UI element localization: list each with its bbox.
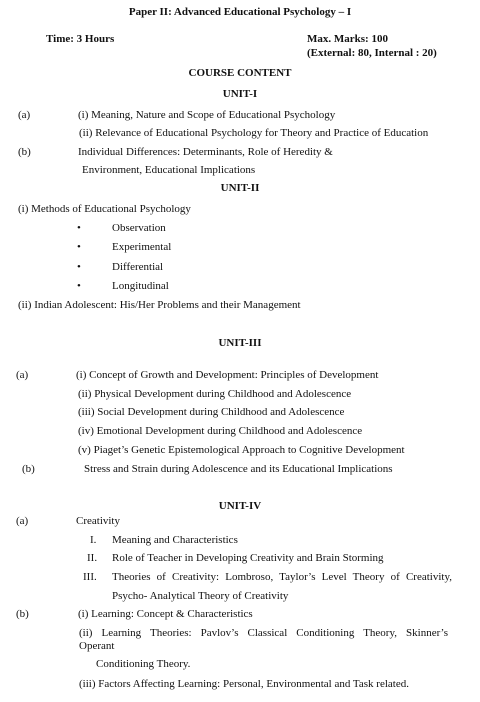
unit-3-title: UNIT-III (218, 337, 262, 349)
creativity-item: Meaning and Characteristics (112, 534, 238, 546)
max-marks: Max. Marks: 100 (307, 33, 388, 45)
unit-4-b-iii: (iii) Factors Affecting Learning: Personal, Environmental and Task related. (79, 678, 409, 690)
bullet: • (77, 241, 81, 253)
unit-3-item: (ii) Physical Development during Childhood and Adolescence (78, 388, 352, 400)
unit-1-b-line1: Individual Differences: Determinants, Role of Heredity & (78, 146, 333, 158)
unit-4-title: UNIT-IV (218, 500, 262, 512)
unit-2-i: (i) Methods of Educational Psychology (18, 203, 191, 215)
unit-4-b-label: (b) (16, 608, 29, 620)
bullet: • (77, 222, 81, 234)
roman-numeral: I. (90, 534, 97, 546)
unit-1-a-ii: (ii) Relevance of Educational Psychology for Theory and Practice of Education (79, 127, 429, 139)
exam-time: Time: 3 Hours (46, 33, 115, 45)
unit-3-item: (iii) Social Development during Childhood and Adolescence (78, 406, 345, 418)
unit-2-ii: (ii) Indian Adolescent: His/Her Problems and their Management (18, 299, 301, 311)
unit-2-title: UNIT-II (220, 182, 260, 194)
roman-numeral: III. (83, 571, 97, 583)
unit-4-a-text: Creativity (76, 515, 120, 527)
unit-3-b-text: Stress and Strain during Adolescence and its Educational Implications (84, 463, 393, 475)
creativity-item: Theories of Creativity: Lombroso, Taylor’s Level Theory of Creativity, (112, 571, 452, 583)
bullet: • (77, 261, 81, 273)
bullet: • (77, 280, 81, 292)
unit-3-item: (i) Concept of Growth and Development: Principles of Development (76, 369, 379, 381)
unit-4-a-label: (a) (16, 515, 29, 527)
method-item: Observation (112, 222, 166, 234)
marks-split: (External: 80, Internal : 20) (307, 47, 437, 59)
unit-3-b-label: (b) (22, 463, 35, 475)
unit-1-b-line2: Environment, Educational Implications (82, 164, 256, 176)
unit-1-b-label: (b) (18, 146, 31, 158)
unit-1-title: UNIT-I (222, 88, 258, 100)
unit-1-a-i: (i) Meaning, Nature and Scope of Educational Psychology (78, 109, 336, 121)
unit-3-item: (v) Piaget’s Genetic Epistemological Approach to Cognitive Development (78, 444, 405, 456)
roman-numeral: II. (87, 552, 98, 564)
unit-4-b-ii-line1: (ii) Learning Theories: Pavlov’s Classical Conditioning Theory, Skinner’s (79, 627, 448, 639)
creativity-item: Role of Teacher in Developing Creativity and Brain Storming (112, 552, 384, 564)
creativity-item-continuation: Psycho- Analytical Theory of Creativity (112, 590, 289, 602)
unit-4-b-ii-line2: Operant (79, 640, 115, 652)
unit-3-a-label: (a) (16, 369, 29, 381)
unit-3-item: (iv) Emotional Development during Childhood and Adolescence (78, 425, 363, 437)
unit-4-b-i: (i) Learning: Concept & Characteristics (78, 608, 253, 620)
method-item: Differential (112, 261, 164, 273)
paper-title: Paper II: Advanced Educational Psychology – I (128, 6, 352, 18)
course-content-heading: COURSE CONTENT (188, 67, 292, 79)
method-item: Experimental (112, 241, 172, 253)
method-item: Longitudinal (112, 280, 169, 292)
unit-1-a-label: (a) (18, 109, 31, 121)
unit-4-b-ii-line3: Conditioning Theory. (96, 658, 191, 670)
